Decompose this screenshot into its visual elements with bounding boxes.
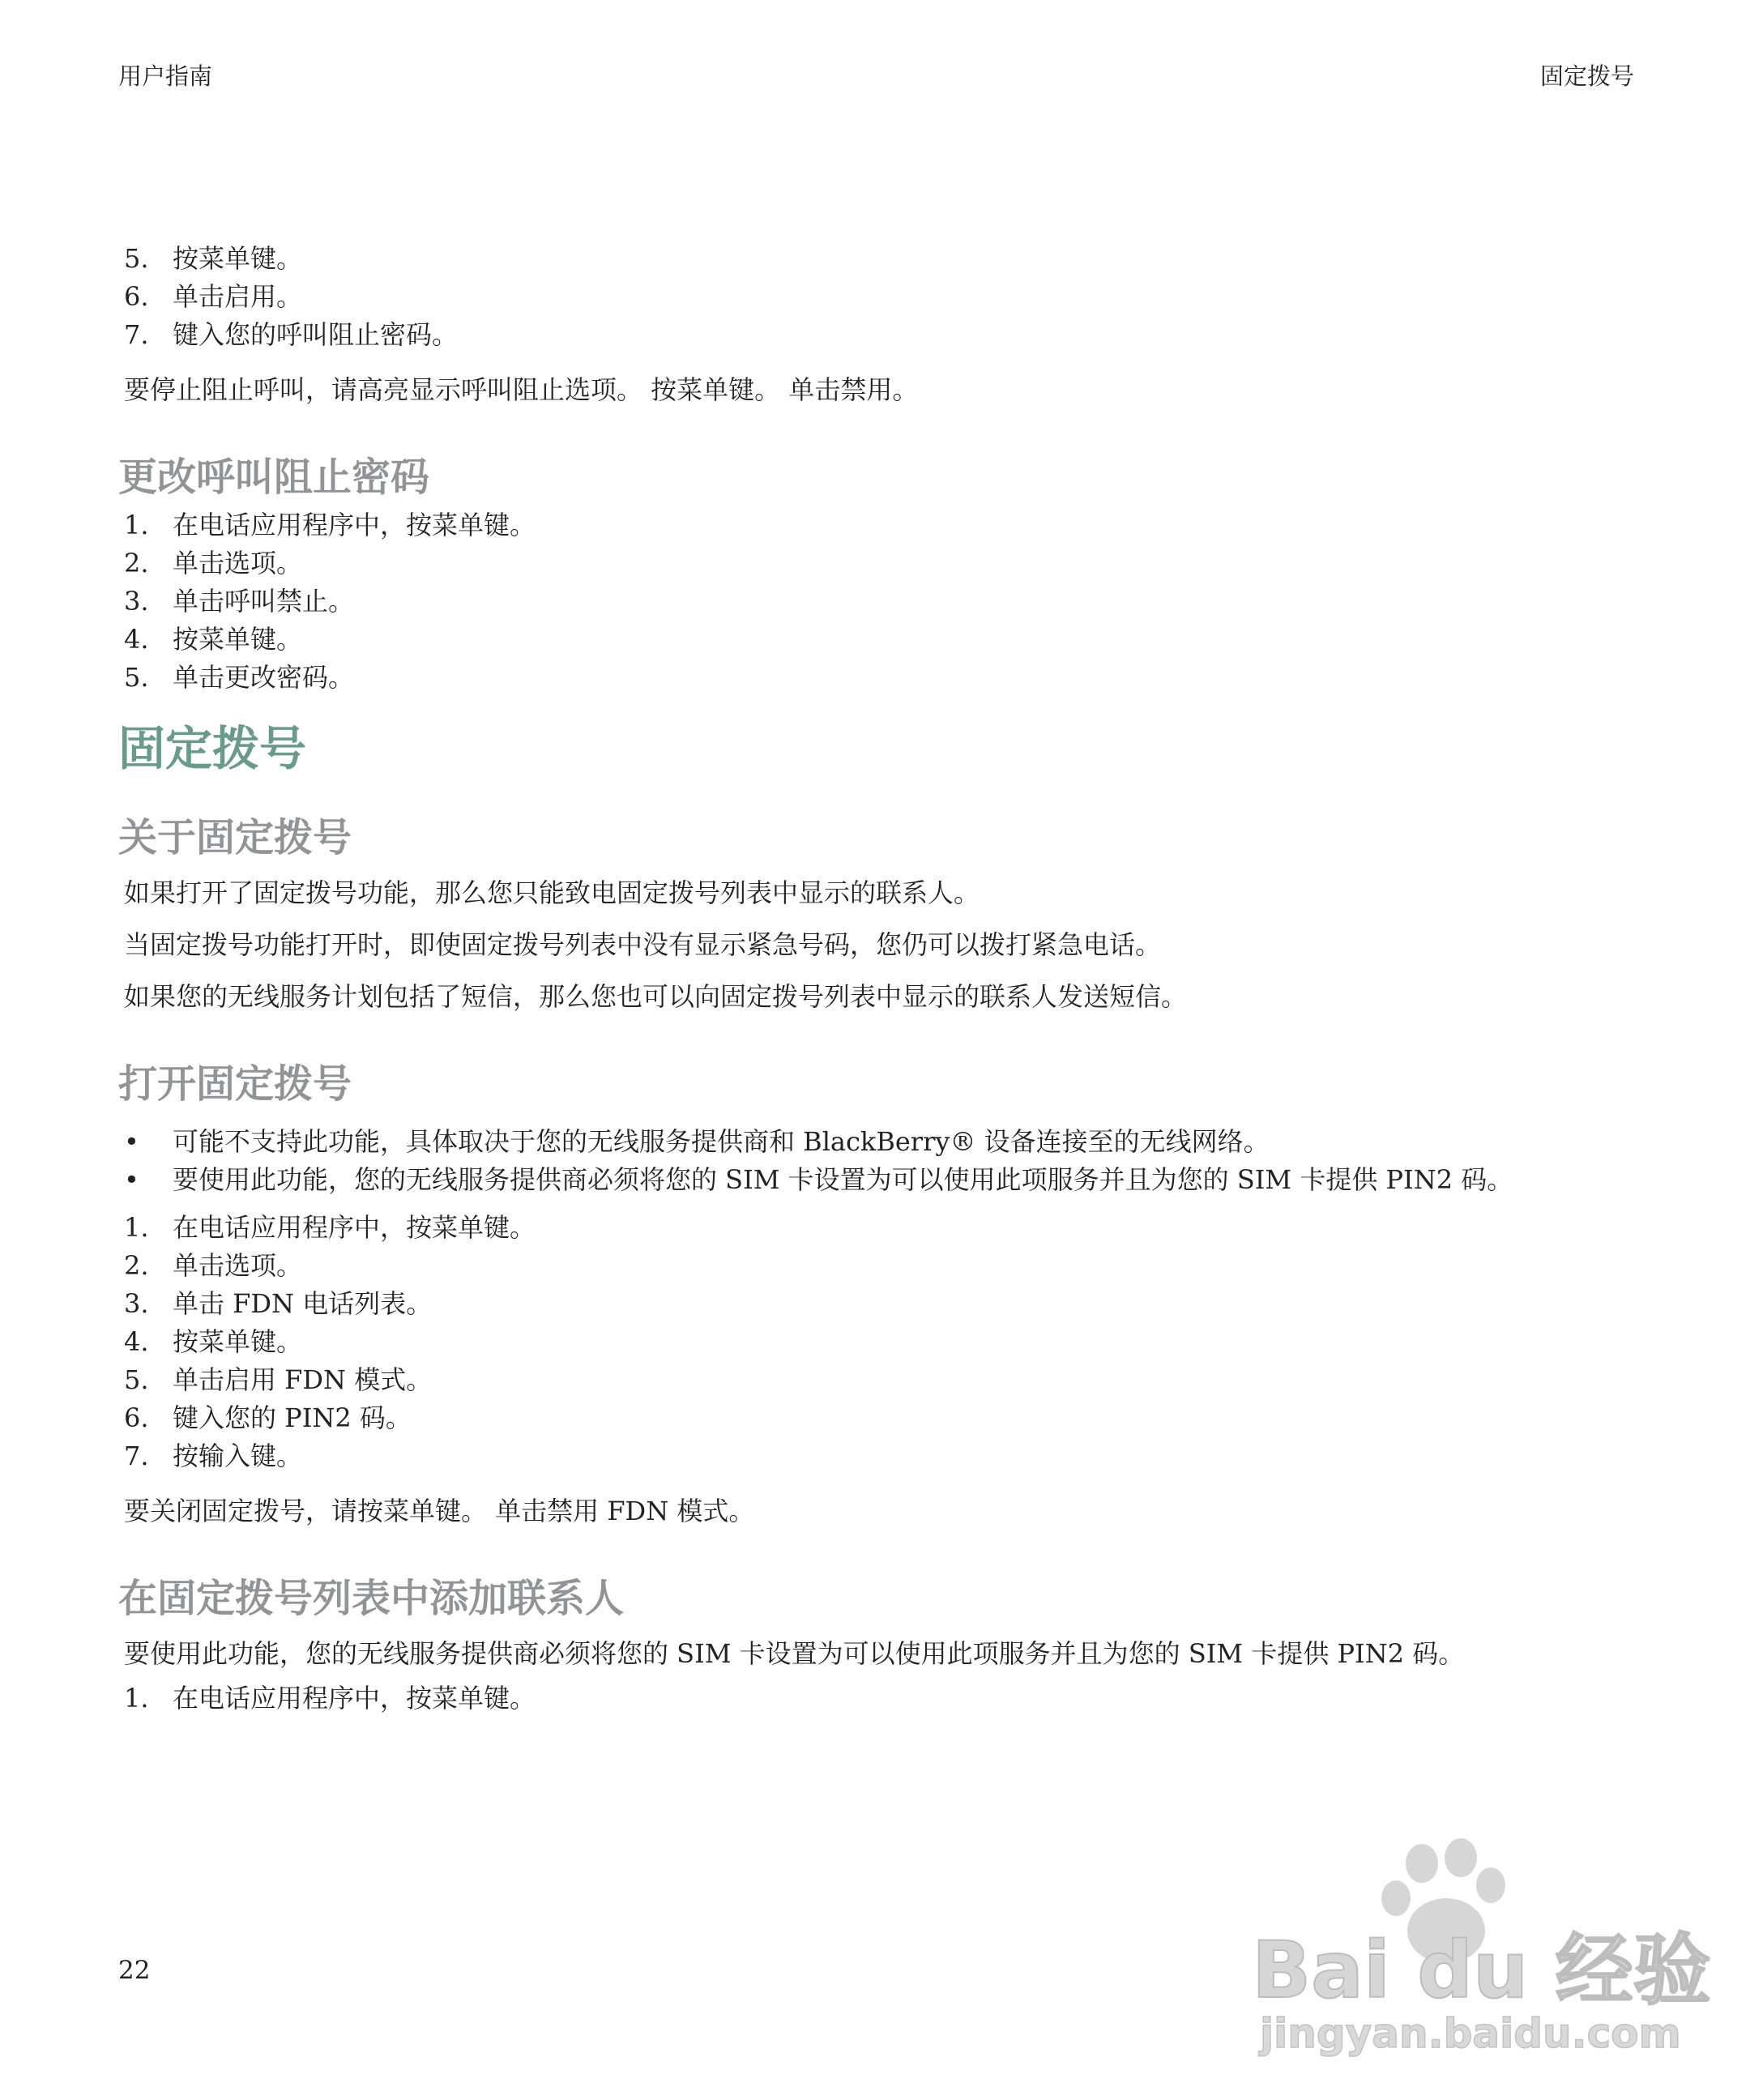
paw-toe — [1406, 1844, 1438, 1883]
about-paragraph: 当固定拨号功能打开时，即使固定拨号列表中没有显示紧急号码，您仍可以拨打紧急电话。 — [124, 928, 1162, 960]
step-text: 单击更改密码。 — [173, 662, 355, 693]
bullet-item — [118, 1123, 1658, 1161]
list-item — [118, 1680, 1658, 1718]
step-number: 5. — [124, 243, 149, 274]
about-paragraph: 如果打开了固定拨号功能，那么您只能致电固定拨号列表中显示的联系人。 — [124, 877, 980, 908]
step-text: 在电话应用程序中，按菜单键。 — [173, 510, 536, 540]
list-item — [118, 316, 1658, 354]
step-text: 单击选项。 — [173, 548, 303, 578]
bullet-item — [118, 1161, 1658, 1199]
page-number: 22 — [118, 1956, 151, 1985]
step-text: 按菜单键。 — [173, 243, 303, 274]
list-item — [118, 1399, 1658, 1437]
step-text: 按菜单键。 — [173, 624, 303, 655]
change-password-steps — [118, 506, 1658, 697]
list-item — [118, 621, 1658, 659]
list-item — [118, 544, 1658, 583]
step-text: 单击选项。 — [173, 1249, 303, 1281]
turn-on-fdn-heading: 打开固定拨号 — [118, 1061, 352, 1107]
list-item — [118, 506, 1658, 544]
list-item — [118, 1247, 1658, 1285]
list-item — [118, 583, 1658, 621]
turn-off-note: 要关闭固定拨号，请按菜单键。 单击禁用 FDN 模式。 — [124, 1495, 755, 1526]
header-doc-title: 用户指南 — [118, 62, 213, 90]
step-number: 2. — [124, 548, 149, 578]
block1-note: 要停止阻止呼叫，请高亮显示呼叫阻止选项。 按菜单键。 单击禁用。 — [124, 374, 919, 405]
header-section-title: 固定拨号 — [1539, 62, 1634, 90]
page-content — [118, 240, 1658, 1718]
step-number: 1. — [124, 510, 149, 540]
step-number: 6. — [124, 281, 149, 312]
add-contact-intro: 要使用此功能，您的无线服务提供商必须将您的 SIM 卡设置为可以使用此项服务并且为您的 SIM 卡提供 PIN2 码。 — [124, 1637, 1465, 1669]
step-text: 单击呼叫禁止。 — [173, 586, 355, 617]
bullet-mark: • — [124, 1163, 139, 1195]
bullet-mark: • — [124, 1125, 139, 1157]
list-item — [118, 278, 1658, 316]
step-text: 按菜单键。 — [173, 1325, 303, 1357]
list-item — [118, 1323, 1658, 1361]
watermark-brand: Bai du 经验 — [1252, 1925, 1711, 2016]
paw-toe — [1381, 1880, 1411, 1916]
turn-on-prereq-bullets — [118, 1123, 1658, 1199]
turn-on-steps — [118, 1209, 1658, 1475]
step-number: 3. — [124, 586, 149, 617]
step-text: 在电话应用程序中，按菜单键。 — [173, 1211, 536, 1243]
bullet-text: 可能不支持此功能，具体取决于您的无线服务提供商和 BlackBerry® 设备连接至的无线网络。 — [173, 1125, 1270, 1157]
add-contact-steps — [118, 1680, 1658, 1718]
list-item — [118, 1437, 1658, 1475]
watermark-url: jingyan.baidu.com — [1260, 2010, 1681, 2057]
about-fdn-heading: 关于固定拨号 — [118, 814, 352, 860]
step-number: 4. — [124, 624, 149, 655]
step-number: 7. — [124, 319, 149, 350]
baidu-jingyan-watermark — [1244, 1835, 1711, 2058]
step-number: 1. — [124, 1211, 149, 1243]
change-password-heading: 更改呼叫阻止密码 — [118, 455, 430, 500]
step-number: 7. — [124, 1440, 149, 1471]
step-number: 1. — [124, 1682, 149, 1714]
step-number: 3. — [124, 1287, 149, 1319]
step-text: 在电话应用程序中，按菜单键。 — [173, 1682, 536, 1714]
step-number: 2. — [124, 1249, 149, 1281]
list-item — [118, 1209, 1658, 1247]
step-text: 单击 FDN 电话列表。 — [173, 1287, 433, 1319]
paw-toe — [1476, 1867, 1505, 1903]
step-text: 单击启用 FDN 模式。 — [173, 1364, 433, 1395]
fdn-chapter-heading: 固定拨号 — [118, 721, 307, 776]
bullet-text: 要使用此功能，您的无线服务提供商必须将您的 SIM 卡设置为可以使用此项服务并且为您的 SIM 卡提供 PIN2 码。 — [173, 1163, 1513, 1195]
about-paragraph: 如果您的无线服务计划包括了短信，那么您也可以向固定拨号列表中显示的联系人发送短信。 — [124, 980, 1188, 1012]
list-item — [118, 1361, 1658, 1399]
step-number: 6. — [124, 1402, 149, 1433]
step-number: 5. — [124, 662, 149, 693]
step-text: 单击启用。 — [173, 281, 303, 312]
step-number: 4. — [124, 1325, 149, 1357]
step-text: 键入您的呼叫阻止密码。 — [173, 319, 459, 350]
step-number: 5. — [124, 1364, 149, 1395]
step-text: 按输入键。 — [173, 1440, 303, 1471]
list-item — [118, 1285, 1658, 1323]
block1-steps — [118, 240, 1658, 354]
list-item — [118, 659, 1658, 697]
paw-toe — [1445, 1838, 1477, 1877]
add-contact-heading: 在固定拨号列表中添加联系人 — [118, 1575, 625, 1621]
list-item — [118, 240, 1658, 278]
step-text: 键入您的 PIN2 码。 — [173, 1402, 412, 1433]
